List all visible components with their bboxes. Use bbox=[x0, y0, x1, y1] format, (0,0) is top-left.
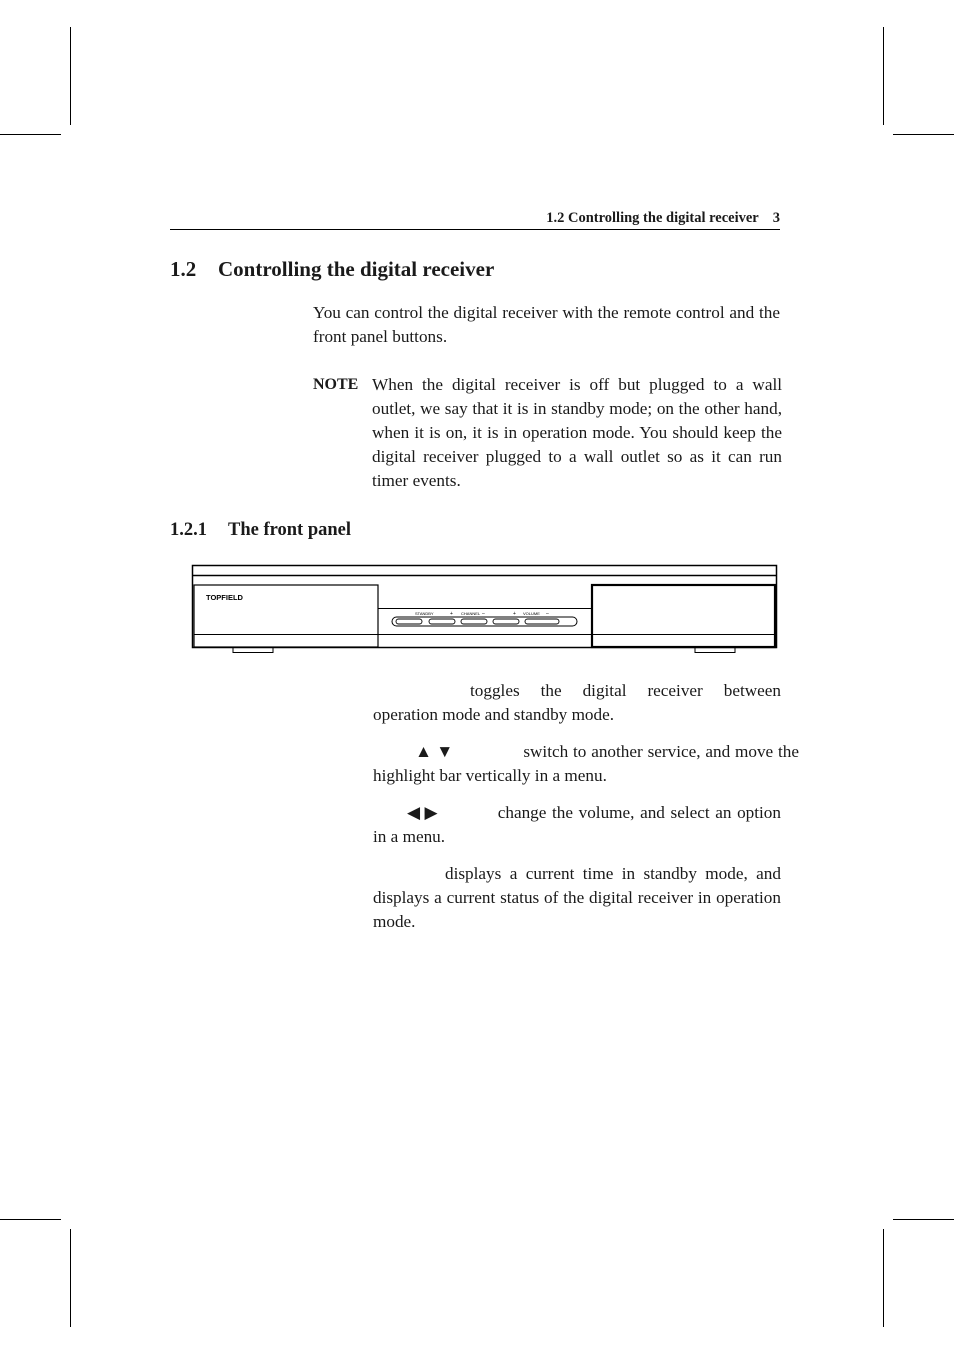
description-volume bbox=[373, 801, 781, 849]
page-number: 3 bbox=[772, 210, 780, 226]
subsection-title bbox=[170, 520, 351, 541]
crop-mark bbox=[893, 134, 954, 135]
panel-body bbox=[193, 566, 777, 648]
running-head bbox=[170, 207, 780, 230]
volume-down-button bbox=[493, 619, 519, 624]
button-strip bbox=[392, 617, 577, 626]
description-display bbox=[373, 862, 781, 934]
crop-mark bbox=[893, 1219, 954, 1220]
section-title-text: Controlling the digital receiver bbox=[218, 257, 495, 281]
crop-mark bbox=[0, 134, 61, 135]
subsection-title-text: The front panel bbox=[228, 520, 352, 540]
description-channel-text: switch to another service, and move the highlight bar vertically in a menu. bbox=[373, 742, 799, 785]
brand-logo: TOPFIELD bbox=[206, 593, 243, 602]
description-display-text: displays a current time in standby mode, and displays a current status of the digital receiver in operation mode. bbox=[373, 864, 781, 931]
description-volume-text: change the volume, and select an option in a menu. bbox=[373, 803, 781, 846]
crop-mark bbox=[0, 1219, 61, 1220]
note-paragraph: When the digital receiver is off but plugged to a wall outlet, we say that it is in standby mode; on the other hand, when it is on, it is in operation mode. You should keep the digital receiver plugged to a wall outlet so as it can run timer events. bbox=[372, 375, 782, 490]
sign-volume-plus-left: + bbox=[513, 611, 516, 617]
standby-button bbox=[396, 619, 422, 624]
button-label-volume: VOLUME bbox=[523, 611, 540, 616]
front-panel-illustration bbox=[191, 563, 779, 657]
panel-display-window bbox=[592, 585, 775, 647]
sign-channel-plus: + bbox=[450, 611, 453, 617]
sign-volume-minus: – bbox=[546, 611, 549, 617]
button-label-standby: STANDBY bbox=[415, 611, 434, 616]
description-channel bbox=[373, 740, 799, 788]
section-title bbox=[170, 257, 494, 282]
crop-mark bbox=[883, 27, 884, 125]
note-label: NOTE bbox=[313, 376, 359, 393]
channel-up-button bbox=[429, 619, 455, 624]
crop-mark bbox=[883, 1229, 884, 1327]
left-right-arrows-icon: ◀ ▶ bbox=[407, 803, 438, 822]
crop-mark bbox=[70, 27, 71, 125]
up-down-arrows-icon: ▲ ▼ bbox=[415, 742, 454, 761]
description-standby-text: toggles the digital receiver between operation mode and standby mode. bbox=[373, 681, 781, 724]
description-standby bbox=[373, 679, 781, 727]
crop-mark bbox=[70, 1229, 71, 1327]
channel-down-button bbox=[461, 619, 487, 624]
sign-channel-minus: – bbox=[482, 611, 485, 617]
volume-up-button bbox=[525, 619, 559, 624]
section-number: 1.2 bbox=[170, 257, 197, 281]
intro-paragraph: You can control the digital receiver with the remote control and the front panel buttons. bbox=[313, 303, 780, 346]
subsection-number: 1.2.1 bbox=[170, 520, 207, 540]
running-head-title: 1.2 Controlling the digital receiver bbox=[546, 210, 759, 226]
button-label-channel: CHANNEL bbox=[461, 611, 481, 616]
